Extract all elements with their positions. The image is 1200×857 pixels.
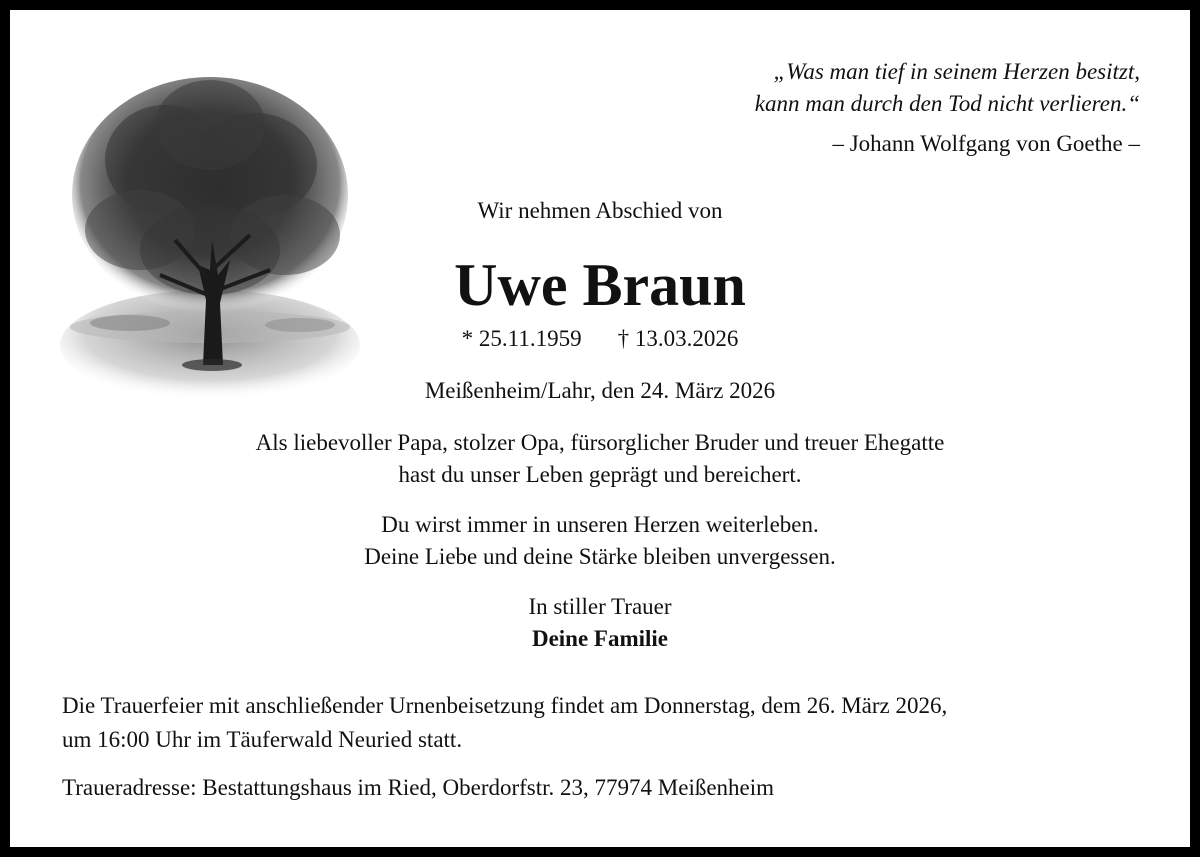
mourning-address: Traueradresse: Bestattungshaus im Ried, Oberdorfstr. 23, 77974 Meißenheim: [62, 775, 775, 800]
closing-line: In stiller Trauer: [528, 594, 672, 619]
quote-author: – Johann Wolfgang von Goethe –: [832, 131, 1140, 156]
deceased-name: Uwe Braun: [454, 252, 746, 318]
quote-line-2: kann man durch den Tod nicht verlieren.“: [754, 91, 1140, 116]
tribute-line-4: Deine Liebe und deine Stärke bleiben unvergessen.: [364, 544, 836, 569]
birth-date: * 25.11.1959: [461, 326, 582, 351]
service-line-2: um 16:00 Uhr im Täuferwald Neuried statt.: [62, 727, 463, 752]
death-date: † 13.03.2026: [617, 326, 739, 351]
tribute-line-2: hast du unser Leben geprägt und bereichert.: [398, 462, 802, 487]
tribute-line-1: Als liebevoller Papa, stolzer Opa, fürsorglicher Bruder und treuer Ehegatte: [255, 430, 945, 455]
family-signature: Deine Familie: [531, 626, 669, 651]
place-date: Meißenheim/Lahr, den 24. März 2026: [424, 378, 776, 403]
quote-line-1: „Was man tief in seinem Herzen besitzt,: [773, 59, 1140, 84]
service-line-1: Die Trauerfeier mit anschließender Urnenbeisetzung findet am Donnerstag, dem 26. März 2026,: [62, 693, 948, 718]
tribute-line-3: Du wirst immer in unseren Herzen weiterleben.: [381, 512, 819, 537]
intro-text: Wir nehmen Abschied von: [477, 198, 723, 223]
life-dates: [0, 326, 1200, 352]
